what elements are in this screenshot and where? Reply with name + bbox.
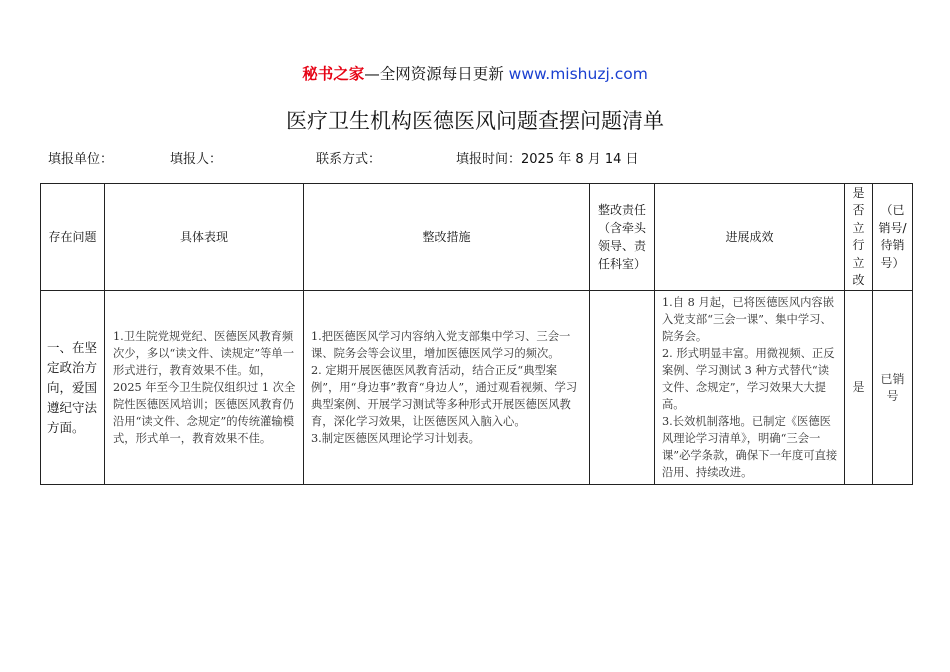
- table-row: [41, 291, 913, 485]
- measure-item: 1.把医德医风学习内容纳入党支部集中学习、三会一课、院务会等会议里，增加医德医风学习的频次。: [311, 330, 571, 360]
- issue-table: [40, 183, 913, 485]
- meta-contact: 联系方式：: [316, 152, 382, 167]
- measure-item: 3.制定医德医风理论学习计划表。: [311, 432, 480, 445]
- header-progress: 进展成效: [655, 184, 845, 291]
- cell-problem: 一、在坚定政治方向，爱国遵纪守法方面。: [41, 291, 105, 485]
- header-manifestation: 具体表现: [105, 184, 304, 291]
- cell-manifestation: 1.卫生院党规党纪、医德医风教育频次少，多以“读文件、读规定”等单一形式进行，教育效果不佳。如，2025 年至今卫生院仅组织过 1 次全院性医德医风培训；医德医风教育仍沿用“读文件、念规定”的传统灌输模式，形式单一，教育效果不佳。: [105, 291, 304, 485]
- header-immediate: 是否立行立改: [845, 184, 873, 291]
- document-title: 医疗卫生机构医德医风问题查摆问题清单: [286, 109, 664, 133]
- cell-progress: [655, 291, 845, 485]
- progress-item: 3.长效机制落地。已制定《医德医风理论学习清单》，明确“三会一课”必学条款，确保下一年度可直接沿用、持续改进。: [662, 415, 838, 479]
- table-header-row: [41, 184, 913, 291]
- banner-url[interactable]: www.mishuzj.com: [508, 65, 648, 83]
- site-banner: [0, 63, 950, 85]
- cell-immediate: 是: [845, 291, 873, 485]
- meta-unit: 填报单位：: [48, 152, 114, 167]
- progress-item: 2. 形式明显丰富。用微视频、正反案例、学习测试 3 种方式替代“读文件、念规定”，学习效果大大提高。: [662, 347, 835, 411]
- cell-status: 已销号: [873, 291, 913, 485]
- header-responsibility: 整改责任（含牵头领导、责任科室）: [590, 184, 655, 291]
- meta-date: 填报时间：2025 年 8 月 14 日: [456, 152, 639, 167]
- banner-brand: 秘书之家: [302, 65, 365, 83]
- meta-person: 填报人：: [170, 152, 223, 167]
- header-problem: 存在问题: [41, 184, 105, 291]
- cell-responsibility: [590, 291, 655, 485]
- measure-item: 2. 定期开展医德医风教育活动，结合正反“典型案例”，用“身边事”教育“身边人”，通过观看视频、学习典型案例、开展学习测试等多种形式开展医德医风教育，深化学习效果，让医德医风入脑入心。: [311, 364, 578, 428]
- banner-tagline: —全网资源每日更新: [364, 65, 509, 83]
- cell-measures: [304, 291, 590, 485]
- progress-item: 1.自 8 月起，已将医德医风内容嵌入党支部“三会一课”、集中学习、院务会。: [662, 296, 835, 343]
- header-measures: 整改措施: [304, 184, 590, 291]
- header-status: （已销号/待销号）: [873, 184, 913, 291]
